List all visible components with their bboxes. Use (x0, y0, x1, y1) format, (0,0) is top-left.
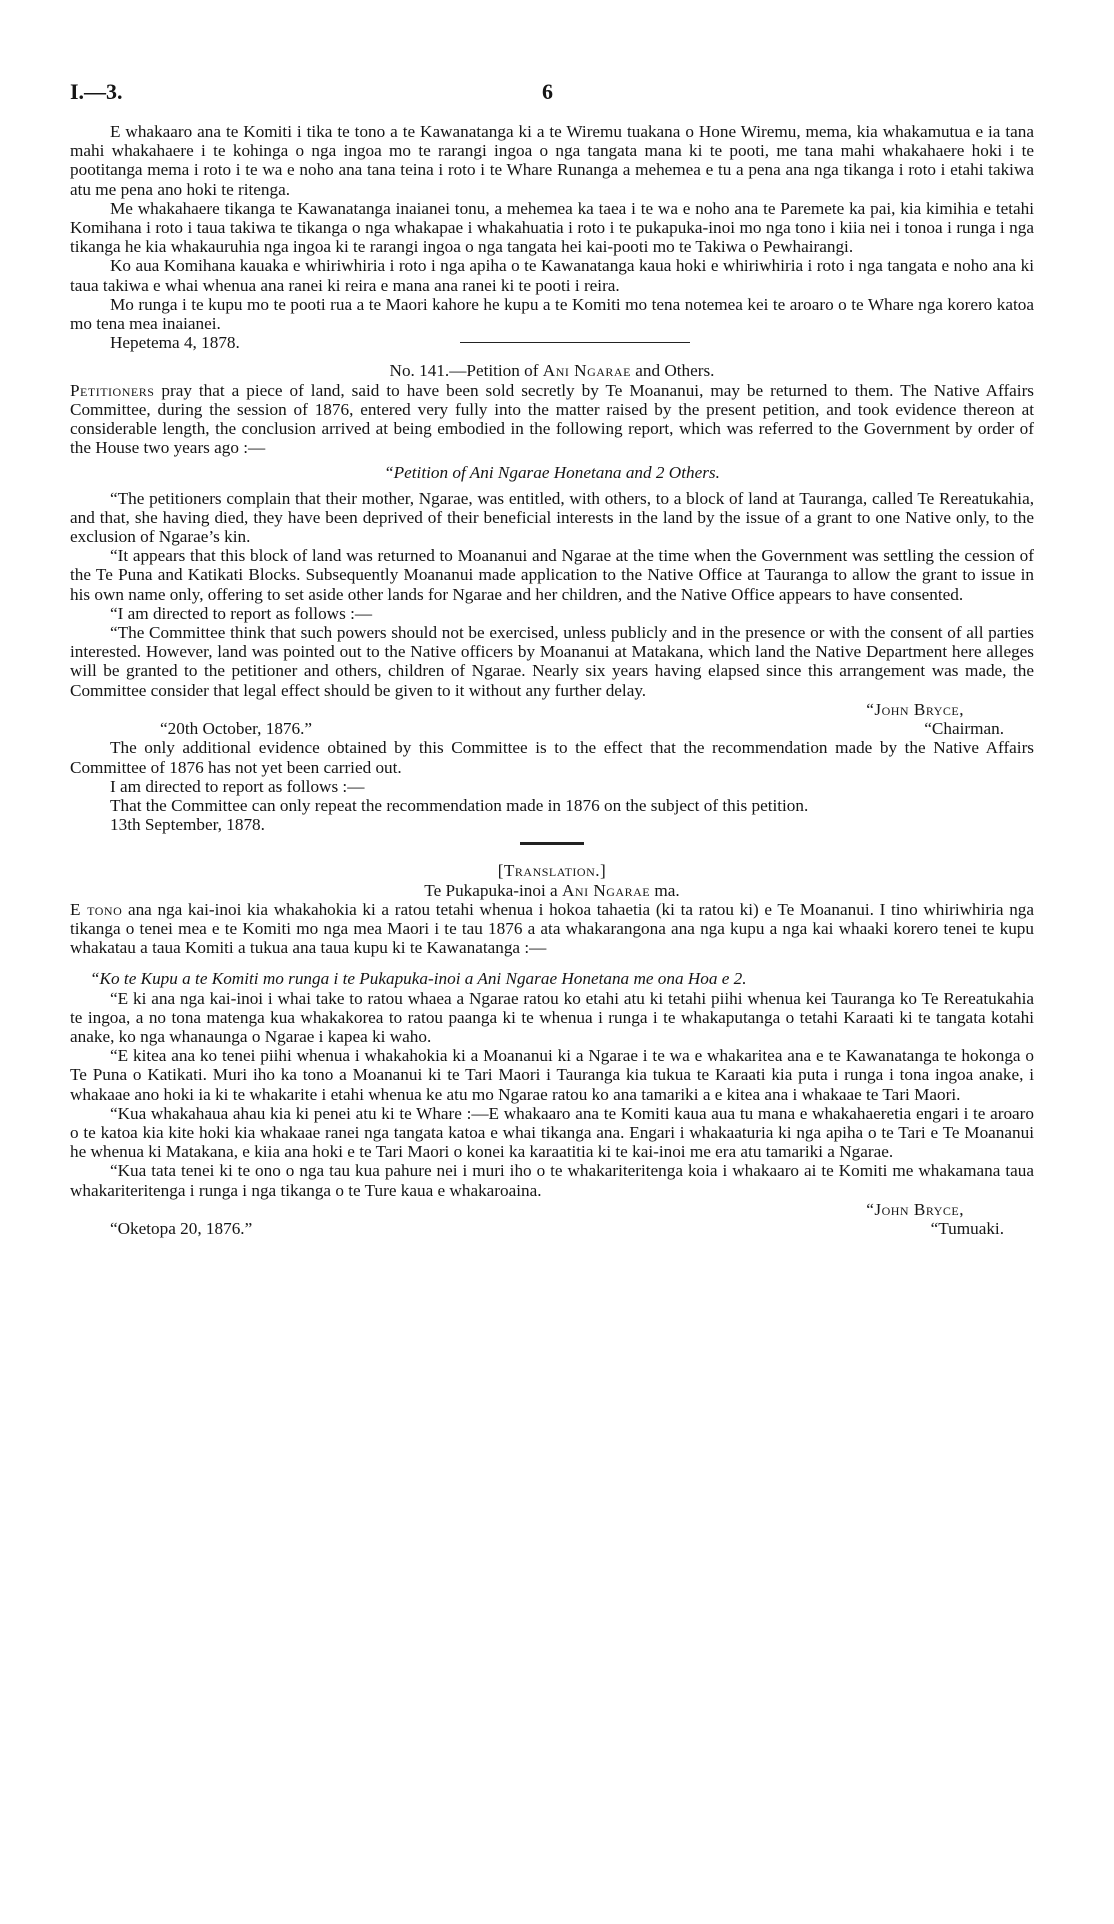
signature-row (70, 719, 1034, 738)
signatory-title: “Tumuaki. (930, 1218, 1004, 1238)
report-date: Hepetema 4, 1878. (110, 333, 240, 353)
paragraph: Mo runga i te kupu mo te pooti rua a te Maori kahore he kupu a te Komiti mo tena notemea kei te aroaro o te Whare nga korero katoa mo tena mea inaianei. (70, 294, 1034, 334)
paragraph: I am directed to report as follows :— (110, 776, 365, 796)
summary-lead: Petitioners (70, 380, 155, 400)
report-date: “Oketopa 20, 1876.” (110, 1218, 253, 1238)
signatory: “John Bryce, (866, 1199, 964, 1219)
signature-row (70, 1219, 1034, 1238)
section-divider (520, 842, 584, 845)
paragraph: E whakaaro ana te Komiti i tika te tono a te Kawanatanga ki a te Wiremu tuakana o Hone Wiremu, mema, kia whakamutua e ia tana mahi whakahaere i te kohinga o nga ingoa mo te rarangi ingoa o nga tangata mana ki te pooti, me tana mahi whakahaere hoki i te pootitanga mema i roto i te wa e noho ana tana teina i roto i te Whare Runanga a mehemea e tu a pena ana nga tikanga i roto i etahi takiwa atu me pena ano hoki te ritenga. (70, 122, 1034, 199)
paragraph: The only additional evidence obtained by this Committee is to the effect that the recommendation made by the Native Affairs Committee of 1876 has not yet been carried out. (70, 738, 1034, 777)
quoted-paragraph: “I am directed to report as follows :— (110, 603, 373, 623)
signatory: “John Bryce, (866, 699, 964, 719)
paragraph: Me whakahaere tikanga te Kawanatanga inaianei tonu, a mehemea ka taea i te wa e noho ana te Paremete ka pai, kia kimihia e tetahi Komihana i roto i taua takiwa te tikanga o nga whakapae i whakahuatia i roto i te pukapuka-inoi mo nga tono i kiia nei i tonoa i runga i nga tikanga he kia whakauruhia nga ingoa ki te rarangi ingoa o nga tangata hei kai-pooti mo te Takiwa o Pewhairangi. (70, 198, 1034, 257)
maori-report-continuation (70, 122, 1034, 352)
paragraph: Ko aua Komihana kauaka e whiriwhiria i roto i nga apiha o te Kawanatanga kaua hoki e whiriwhiria i roto i nga tangata e noho ana ki taua takiwa e whai whenua ana ranei ki reira e mana ana ranei ki te pooti i reira. (70, 256, 1034, 295)
quoted-paragraph: “E kitea ana ko tenei piihi whenua i whakahokia ki a Moananui ki a Ngarae i te wa e whakaritea ana e te Kawanatanga te hokonga o Te Puna o Katikati. Muri iho ka tono a Moananui ki te Tari Maori i Tauranga kia tukua te Karaati kia puta i runga i tona ingoa anake, i whakaae ano hoki ia ki te whakarite i etahi whenua ke atu mo Ngarae ratou ko ana tamariki a e kitea ana i whakaae te Tari Maori. (70, 1046, 1034, 1104)
petitioner-name: Ani Ngarae (561, 880, 651, 900)
quoted-paragraph: “The petitioners complain that their mother, Ngarae, was entitled, with others, to a block of land at Tauranga, called Te Rereatukahia, and that, she having died, they have been deprived of their beneficial interests in the land by the issue of a grant to one Native only, to the exclusion of Ngarae’s kin. (70, 488, 1034, 547)
quoted-paragraph: “The Committee think that such powers should not be exercised, unless publicly and in the presence or with the consent of all parties interested. However, land was pointed out to the Native officers by Moananui at Matakana, which land the Native Department here alleges will be granted to the petitioner and others, children of Ngarae. Nearly six years having elapsed since this arrangement was made, the Committee consider that legal effect should be given to it without any further delay. (70, 623, 1034, 700)
page-number: 6 (542, 79, 553, 104)
summary-lead: E tono (70, 899, 123, 919)
report-date: 13th September, 1878. (110, 815, 265, 835)
report-title: “Petition of Ani Ngarae Honetana and 2 Others. (384, 463, 720, 483)
quoted-paragraph: “Kua whakahaua ahau kia ki penei atu ki te Whare :—E whakaaro ana te Komiti kaua aua tu mana e whakahaeretia engari i te aroaro o te katoa kia kite hoki kia whakaae ranei nga tangata katoa e whai tikanga ana. Engari i whakaaturia ki nga apiha o te Tari e Te Moananui he whenua ki Matakana, e kiia ana hoki e te Tari Maori o konei ka karaatitia ki te kai-inoi me era atu tamariki a Ngarae. (70, 1103, 1034, 1162)
page-header (70, 79, 1034, 122)
translation-label: [Translation.] (497, 861, 607, 881)
petition-141 (70, 361, 1034, 834)
paragraph: That the Committee can only repeat the recommendation made in 1876 on the subject of this petition. (110, 795, 809, 815)
petition-summary: Petitioners pray that a piece of land, said to have been sold secretly by Te Moananui, may be returned to them. The Native Affairs Committee, during the session of 1876, entered very fully into the matter raised by the present petition, and took evidence thereon at considerable length, the conclusion arrived at being embodied in the following report, which was referred to the Government by order of the House two years ago :— (70, 380, 1034, 458)
petitioner-name: Ani Ngarae (542, 361, 631, 381)
report-date: “20th October, 1876.” (160, 719, 313, 739)
quoted-paragraph: “It appears that this block of land was returned to Moananui and Ngarae at the time when the Government was settling the cession of the Te Puna and Katikati Blocks. Subsequently Moananui made application to the Native Office at Tauranga to allow the grant to issue in his own name only, offering to set aside other lands for Ngarae and her children, and the Native Office appears to have consented. (70, 546, 1034, 604)
quoted-paragraph: “E ki ana nga kai-inoi i whai take to ratou whaea a Ngarae ratou ko etahi atu ki tetahi piihi whenua kei Tauranga ko Te Rereatukahia te ingoa, a no tona matenga kua whakakorea to ratou paanga ki te whenua i runga i te whakaputanga o tetahi Karaati ki te tangata kotahi anake, ko nga whanaunga o Ngarae i kapea ki waho. (70, 988, 1034, 1046)
petition-title: No. 141.—Petition of Ani Ngarae and Others. (389, 361, 715, 381)
signatory-title: “Chairman. (924, 719, 1004, 739)
quoted-paragraph: “Kua tata tenei ki te ono o nga tau kua pahure nei i muri iho o te whakariteritenga koia i whakaaro ai te Komiti me whakamana taua whakariteritenga i runga i nga tikanga o te Ture kaua e whakaroaina. (70, 1161, 1034, 1200)
translation-title: Te Pukapuka-inoi a Ani Ngarae ma. (424, 880, 680, 900)
translation-summary: E tono ana nga kai-inoi kia whakahokia ki a ratou tetahi whenua i hokoa tahaetia (ki ta ratou ki) e Te Moananui. I tino whiriwhiria nga tikanga o tenei mea e te Komiti mo nga mea Maori i te tau 1876 a ata whakarangona ana nga kupu a nga kai whaaki korero tenei te kupu whakatau a taua Komiti a tukua ana taua kupu ki te Kawanatanga :— (70, 899, 1035, 958)
translation (70, 861, 1034, 1238)
paper-reference: I.—3. (70, 79, 123, 104)
report-title: “Ko te Kupu a te Komiti mo runga i te Pukapuka-inoi a Ani Ngarae Honetana me ona Hoa e 2. (90, 969, 747, 989)
